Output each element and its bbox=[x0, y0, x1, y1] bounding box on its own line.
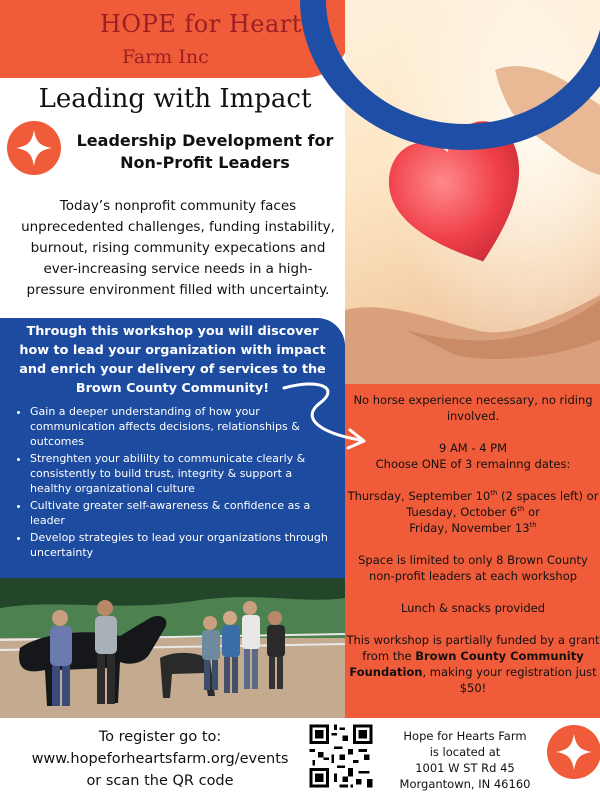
choose-dates: Choose ONE of 3 remainng dates: bbox=[375, 457, 571, 471]
list-item: • Strenghten your abililty to communicate clearly & consistently to build trust, integrity & support a healthy organizational culture bbox=[30, 451, 335, 496]
four-point-star-icon bbox=[546, 724, 600, 780]
date-1-suffix: th bbox=[490, 489, 498, 498]
date-2: Tuesday, October 6 bbox=[406, 505, 518, 519]
register-url[interactable]: www.hopeforheartsfarm.org/events bbox=[31, 751, 289, 767]
no-experience-note: No horse experience necessary, no riding involved. bbox=[353, 393, 593, 423]
horse-workshop-photo bbox=[0, 578, 345, 718]
funding-pre: This workshop is partially funded by a grant from the bbox=[346, 633, 600, 663]
address-line2: is located at bbox=[429, 745, 501, 759]
register-line1: To register go to: bbox=[98, 729, 222, 745]
event-time: 9 AM - 4 PM bbox=[438, 441, 508, 455]
curved-arrow-icon bbox=[280, 378, 380, 460]
funding-post: , making your registration just $50! bbox=[422, 665, 597, 695]
logo-line2: Farm Inc bbox=[122, 46, 209, 68]
horse-scene-illustration bbox=[0, 578, 345, 718]
address-line1: Hope for Hearts Farm bbox=[403, 729, 527, 743]
funding-org: Brown County Community Foundation bbox=[349, 649, 584, 679]
register-instructions bbox=[20, 726, 300, 792]
subtitle: Leadership Development for Non-Profit Leaders bbox=[76, 131, 334, 172]
list-item: • Develop strategies to lead your organizations through uncertainty bbox=[30, 530, 335, 560]
lunch-note: Lunch & snacks provided bbox=[400, 601, 546, 615]
page-title: Leading with Impact bbox=[38, 84, 312, 114]
date-2-tail: or bbox=[524, 505, 540, 519]
funding-note bbox=[346, 632, 600, 696]
date-3: Friday, November 13 bbox=[409, 521, 530, 535]
date-3-suffix: th bbox=[529, 521, 537, 530]
logo bbox=[100, 10, 315, 70]
date-1: Thursday, September 10 bbox=[347, 489, 491, 503]
register-line3: or scan the QR code bbox=[86, 773, 234, 789]
event-info bbox=[346, 392, 600, 696]
list-item: • Gain a deeper understanding of how your communication affects decisions, relationships & outcomes bbox=[30, 404, 335, 449]
four-point-star-icon bbox=[6, 120, 62, 176]
list-item: • Cultivate greater self-awareness & confidence as a leader bbox=[30, 498, 335, 528]
logo-line1: HOPE for Hearts bbox=[100, 10, 315, 38]
intro-paragraph: Today’s nonprofit community faces unprecedented challenges, funding instability, burnout, rising community expecations and ever-increasing service needs in a high-pressure environment filled with uncertainty. bbox=[21, 198, 335, 298]
capacity-note: Space is limited to only 8 Brown County non-profit leaders at each workshop bbox=[358, 553, 588, 583]
date-2-suffix: th bbox=[517, 505, 525, 514]
address-line4: Morgantown, IN 46160 bbox=[399, 777, 531, 791]
panel-heading: Through this workshop you will discover how to lead your organization with impact and enrich your delivery of services to the Brown County Community! bbox=[19, 324, 326, 396]
farm-address bbox=[390, 728, 540, 792]
address-line3: 1001 W ST Rd 45 bbox=[415, 761, 515, 775]
qr-code[interactable] bbox=[307, 722, 375, 790]
date-1-note: (2 spaces left) or bbox=[497, 489, 599, 503]
